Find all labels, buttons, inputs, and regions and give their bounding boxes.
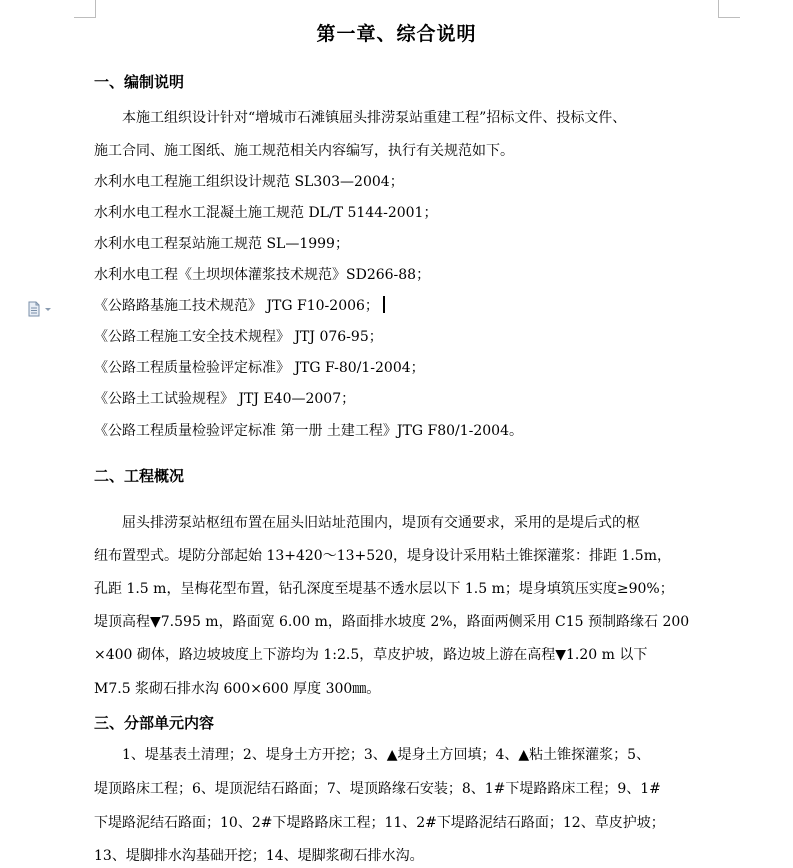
section-heading-compilation: 一、编制说明 [94, 73, 185, 91]
crop-mark-top-left-horizontal [74, 17, 96, 18]
paragraph-line[interactable]: M7.5 浆砌石排水沟 600×600 厚度 300㎜。 [94, 681, 381, 697]
paragraph-options-icon[interactable] [27, 301, 57, 317]
standard-line-text: 《公路路基施工技术规范》 JTG F10-2006； [94, 298, 379, 314]
paragraph-line[interactable]: 1、堤基表土清理；2、堤身土方开挖；3、▲堤身土方回填；4、▲粘土锥探灌浆；5、 [122, 747, 651, 763]
paragraph-line[interactable]: 施工合同、施工图纸、施工规范相关内容编写，执行有关规范如下。 [94, 143, 514, 159]
crop-mark-top-left-vertical [95, 0, 96, 18]
paragraph-line[interactable]: 纽布置型式。堤防分部起始 13+420～13+520，堤身设计采用粘土锥探灌浆：排距 1.5m， [94, 548, 671, 564]
standard-line[interactable]: 水利水电工程泵站施工规范 SL—1999； [94, 236, 349, 252]
text-cursor [383, 296, 385, 313]
standard-line[interactable]: 水利水电工程施工组织设计规范 SL303—2004； [94, 174, 404, 190]
document-title: 第一章、综合说明 [316, 23, 477, 45]
standard-line[interactable]: 《公路土工试验规程》 JTJ E40—2007； [94, 391, 356, 407]
paragraph-line[interactable]: 孔距 1.5 m，呈梅花型布置，钻孔深度至堤基不透水层以下 1.5 m；堤身填筑压实度≥90%； [94, 581, 674, 597]
paragraph-line[interactable]: 本施工组织设计针对“增城市石滩镇屈头排涝泵站重建工程”招标文件、投标文件、 [122, 110, 627, 126]
paragraph-line[interactable]: 屈头排涝泵站枢纽布置在屈头旧站址范围内，堤顶有交通要求，采用的是堤后式的枢 [122, 515, 640, 531]
standard-line[interactable]: 水利水电工程水工混凝土施工规范 DL/T 5144-2001； [94, 205, 438, 221]
section-heading-overview: 二、工程概况 [94, 467, 185, 485]
crop-mark-top-right-horizontal [718, 17, 740, 18]
crop-mark-top-right-vertical [718, 0, 719, 18]
paragraph-line[interactable]: 下堤路泥结石路面；10、2#下堤路路床工程；11、2#下堤路泥结石路面；12、草皮护坡； [94, 815, 665, 831]
standard-line[interactable]: 水利水电工程《土坝坝体灌浆技术规范》SD266-88； [94, 267, 431, 283]
paragraph-line[interactable]: 堤顶高程▼7.595 m，路面宽 6.00 m，路面排水坡度 2%，路面两侧采用 C15 预制路缘石 200 [94, 614, 690, 630]
standard-line-with-cursor[interactable] [94, 295, 385, 317]
paragraph-line[interactable]: 堤顶路床工程；6、堤顶泥结石路面；7、堤顶路缘石安装；8、1#下堤路路床工程；9、1# [94, 781, 661, 797]
standard-line[interactable]: 《公路工程施工安全技术规程》 JTJ 076-95； [94, 329, 383, 345]
section-heading-units: 三、分部单元内容 [94, 714, 215, 732]
standard-line[interactable]: 《公路工程质量检验评定标准》 JTG F-80/1-2004； [94, 360, 425, 376]
paragraph-line[interactable]: 13、堤脚排水沟基础开挖；14、堤脚浆砌石排水沟。 [94, 848, 424, 864]
standard-line[interactable]: 《公路工程质量检验评定标准 第一册 土建工程》JTG F80/1-2004。 [94, 423, 523, 439]
paragraph-line[interactable]: ×400 砌体，路边坡坡度上下游均为 1:2.5，草皮护坡，路边坡上游在高程▼1.20 m 以下 [94, 647, 648, 663]
